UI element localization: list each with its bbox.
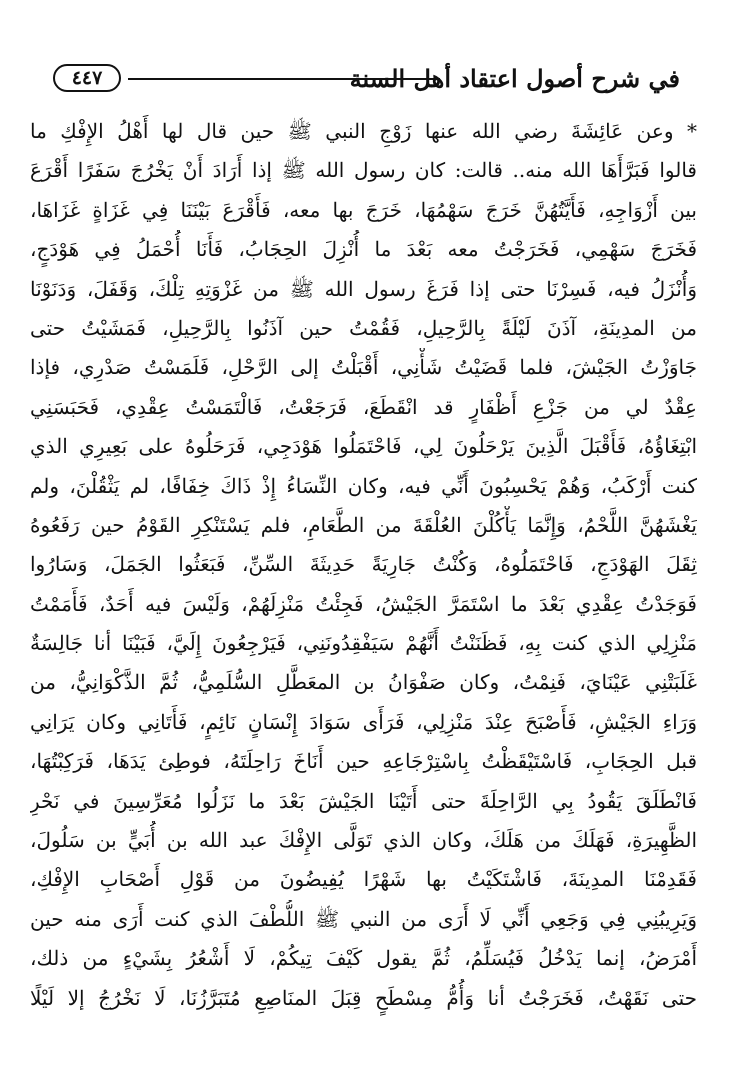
text-line: الظَّهِيرَةِ، فَهَلَكَ من هَلَكَ، وكان الذي تَوَلَّى الإِفْكَ عبد الله بن أُبَيٍّ بن سَلُولَ، [30,828,697,853]
text-line: غَلَبَتْنِي عَيْنَايَ، فَنِمْتُ، وكان صَفْوَانُ بن المعَطَّلِ السُّلَمِيُّ، ثُمَّ الذَّكْوَانِيُّ، من [30,670,697,695]
text-line: وَيَرِيبُنِي فِي وَجَعِي أَنِّي لَا أَرَى من النبي ﷺ اللُّطْفَ الذي كنت أَرَى منه حين [30,906,697,931]
page-number: ٤٤٧ [53,64,121,92]
text-line: ثِقَلَ الهَوْدَجِ، فَاحْتَمَلُوهُ، وَكُنْتُ جَارِيَةً حَدِيثَةَ السِّنِّ، فَبَعَثُوا الجَمَلَ، وَسَارُوا [30,552,697,577]
text-line: فَقَدِمْنَا المدِينَةَ، فَاشْتَكَيْتُ بها شَهْرًا يُفِيضُونَ من قَوْلِ أَصْحَابِ الإِفْكِ، [30,867,697,892]
text-line: عِقْدٌ لي من جَزْعِ أَظْفَارٍ قد انْقَطَعَ، فَرَجَعْتُ، فَالْتَمَسْتُ عِقْدِي، فَحَبَسَنِي [30,394,697,419]
text-line: * وعن عَائِشَةَ رضي الله عنها زَوْجِ النبي ﷺ حين قال لها أَهْلُ الإِفْكِ ما [30,119,697,143]
text-line: قالوا فَبَرَّأَهَا الله منه.. قالت: كان رسول الله ﷺ إذا أَرَادَ أَنْ يَخْرُجَ سَفَرًا أَقْرَعَ [30,158,697,183]
header-rule [128,78,440,80]
text-line: يَغْشَهُنَّ اللَّحْمُ، وَإِنَّمَا يَأْكُلْنَ العُلْقَةَ من الطَّعَامِ، فلم يَسْتَنْكِرِ القَوْمُ حين رَفَعُوهُ [30,512,697,537]
page-header [0,62,732,102]
text-line: فَانْطَلَقَ يَقُودُ بِي الرَّاحِلَةَ حتى أَتَيْنَا الجَيْشَ بَعْدَ ما نَزَلُوا مُعَرِّسِينَ في نَحْرِ [30,788,697,813]
text-line: حتى نَقَهْتُ، فَخَرَجْتُ أنا وَأُمُّ مِسْطَحٍ قِبَلَ المنَاصِعِ مُتَبَرَّزُنَا، لَا نَخْرُجُ إلا لَيْلًا [30,985,697,1010]
text-line: فَوَجَدْتُ عِقْدِي بَعْدَ ما اسْتَمَرَّ الجَيْشُ، فَجِئْتُ مَنْزِلَهُمْ، وَلَيْسَ فيه أَحَدٌ، فَأَمَمْتُ [30,591,697,616]
text-line: مَنْزِلِي الذي كنت بِهِ، فَظَنَنْتُ أَنَّهُمْ سَيَفْقِدُونَنِي، فَيَرْجِعُونَ إِلَيَّ، فَبَيْنَا أنا جَالِسَةٌ [30,631,697,656]
text-line: أَمْرَضُ، إنما يَدْخُلُ فَيُسَلِّمُ، ثُمَّ يقول كَيْفَ تِيكُمْ، لَا أَشْعُرُ بِشَيْءٍ من ذلك، [30,946,697,971]
body-text [30,112,697,1018]
text-line: قبل الحِجَابِ، فَاسْتَيْقَظْتُ بِاسْتِرْجَاعِهِ حين أَنَاخَ رَاحِلَتَهُ، فوطِئ يَدَهَا، فَرَكِبْتُهَا، [30,749,697,774]
text-line: كنت أَرْكَبُ، وَهُمْ يَحْسِبُونَ أَنِّي فيه، وكان النِّسَاءُ إِذْ ذَاكَ خِفَافًا، لم يَثْقُلْنَ، ولم [30,473,697,498]
text-line: فَخَرَجَ سَهْمِي، فَخَرَجْتُ معه بَعْدَ ما أُنْزِلَ الحِجَابُ، فَأَنَا أُحْمَلُ فِي هَوْدَجٍ، [30,237,697,262]
text-line: جَاوَزْتُ الجَيْشَ، فلما قَضَيْتُ شَأْنِي، أَقْبَلْتُ إلى الرَّحْلِ، فَلَمَسْتُ صَدْرِي، فإذا [30,355,697,380]
text-line: ابْتِغَاؤُهُ، فَأَقْبَلَ الَّذِينَ يَرْحَلُونَ لِي، فَاحْتَمَلُوا هَوْدَجِي، فَرَحَلُوهُ على بَعِيرِي الذي [30,434,697,459]
running-title: في شرح أصول اعتقاد أهل السنة [349,64,680,93]
text-line: وَرَاءِ الجَيْشِ، فَأَصْبَحَ عِنْدَ مَنْزِلِي، فَرَأَى سَوَادَ إِنْسَانٍ نَائِمٍ، فَأَتَانِي وكان يَرَانِي [30,709,697,734]
text-line: وَأُنْزَلُ فيه، فَسِرْنَا حتى إذا فَرَغَ رسول الله ﷺ من غَزْوَتِهِ تِلْكَ، وَقَفَلَ، وَدَنَوْنَا [30,276,697,301]
text-line: بين أَزْوَاجِهِ، فَأَيَّتُهُنَّ خَرَجَ سَهْمُهَا، خَرَجَ بها معه، فَأَقْرَعَ بَيْنَنَا فِي غَزَاةٍ غَزَاهَا، [30,197,697,222]
text-line: من المدِينَةِ، آذَنَ لَيْلَةً بِالرَّحِيلِ، فَقُمْتُ حين آذَنُوا بِالرَّحِيلِ، فَمَشَيْتُ حتى [30,315,697,340]
